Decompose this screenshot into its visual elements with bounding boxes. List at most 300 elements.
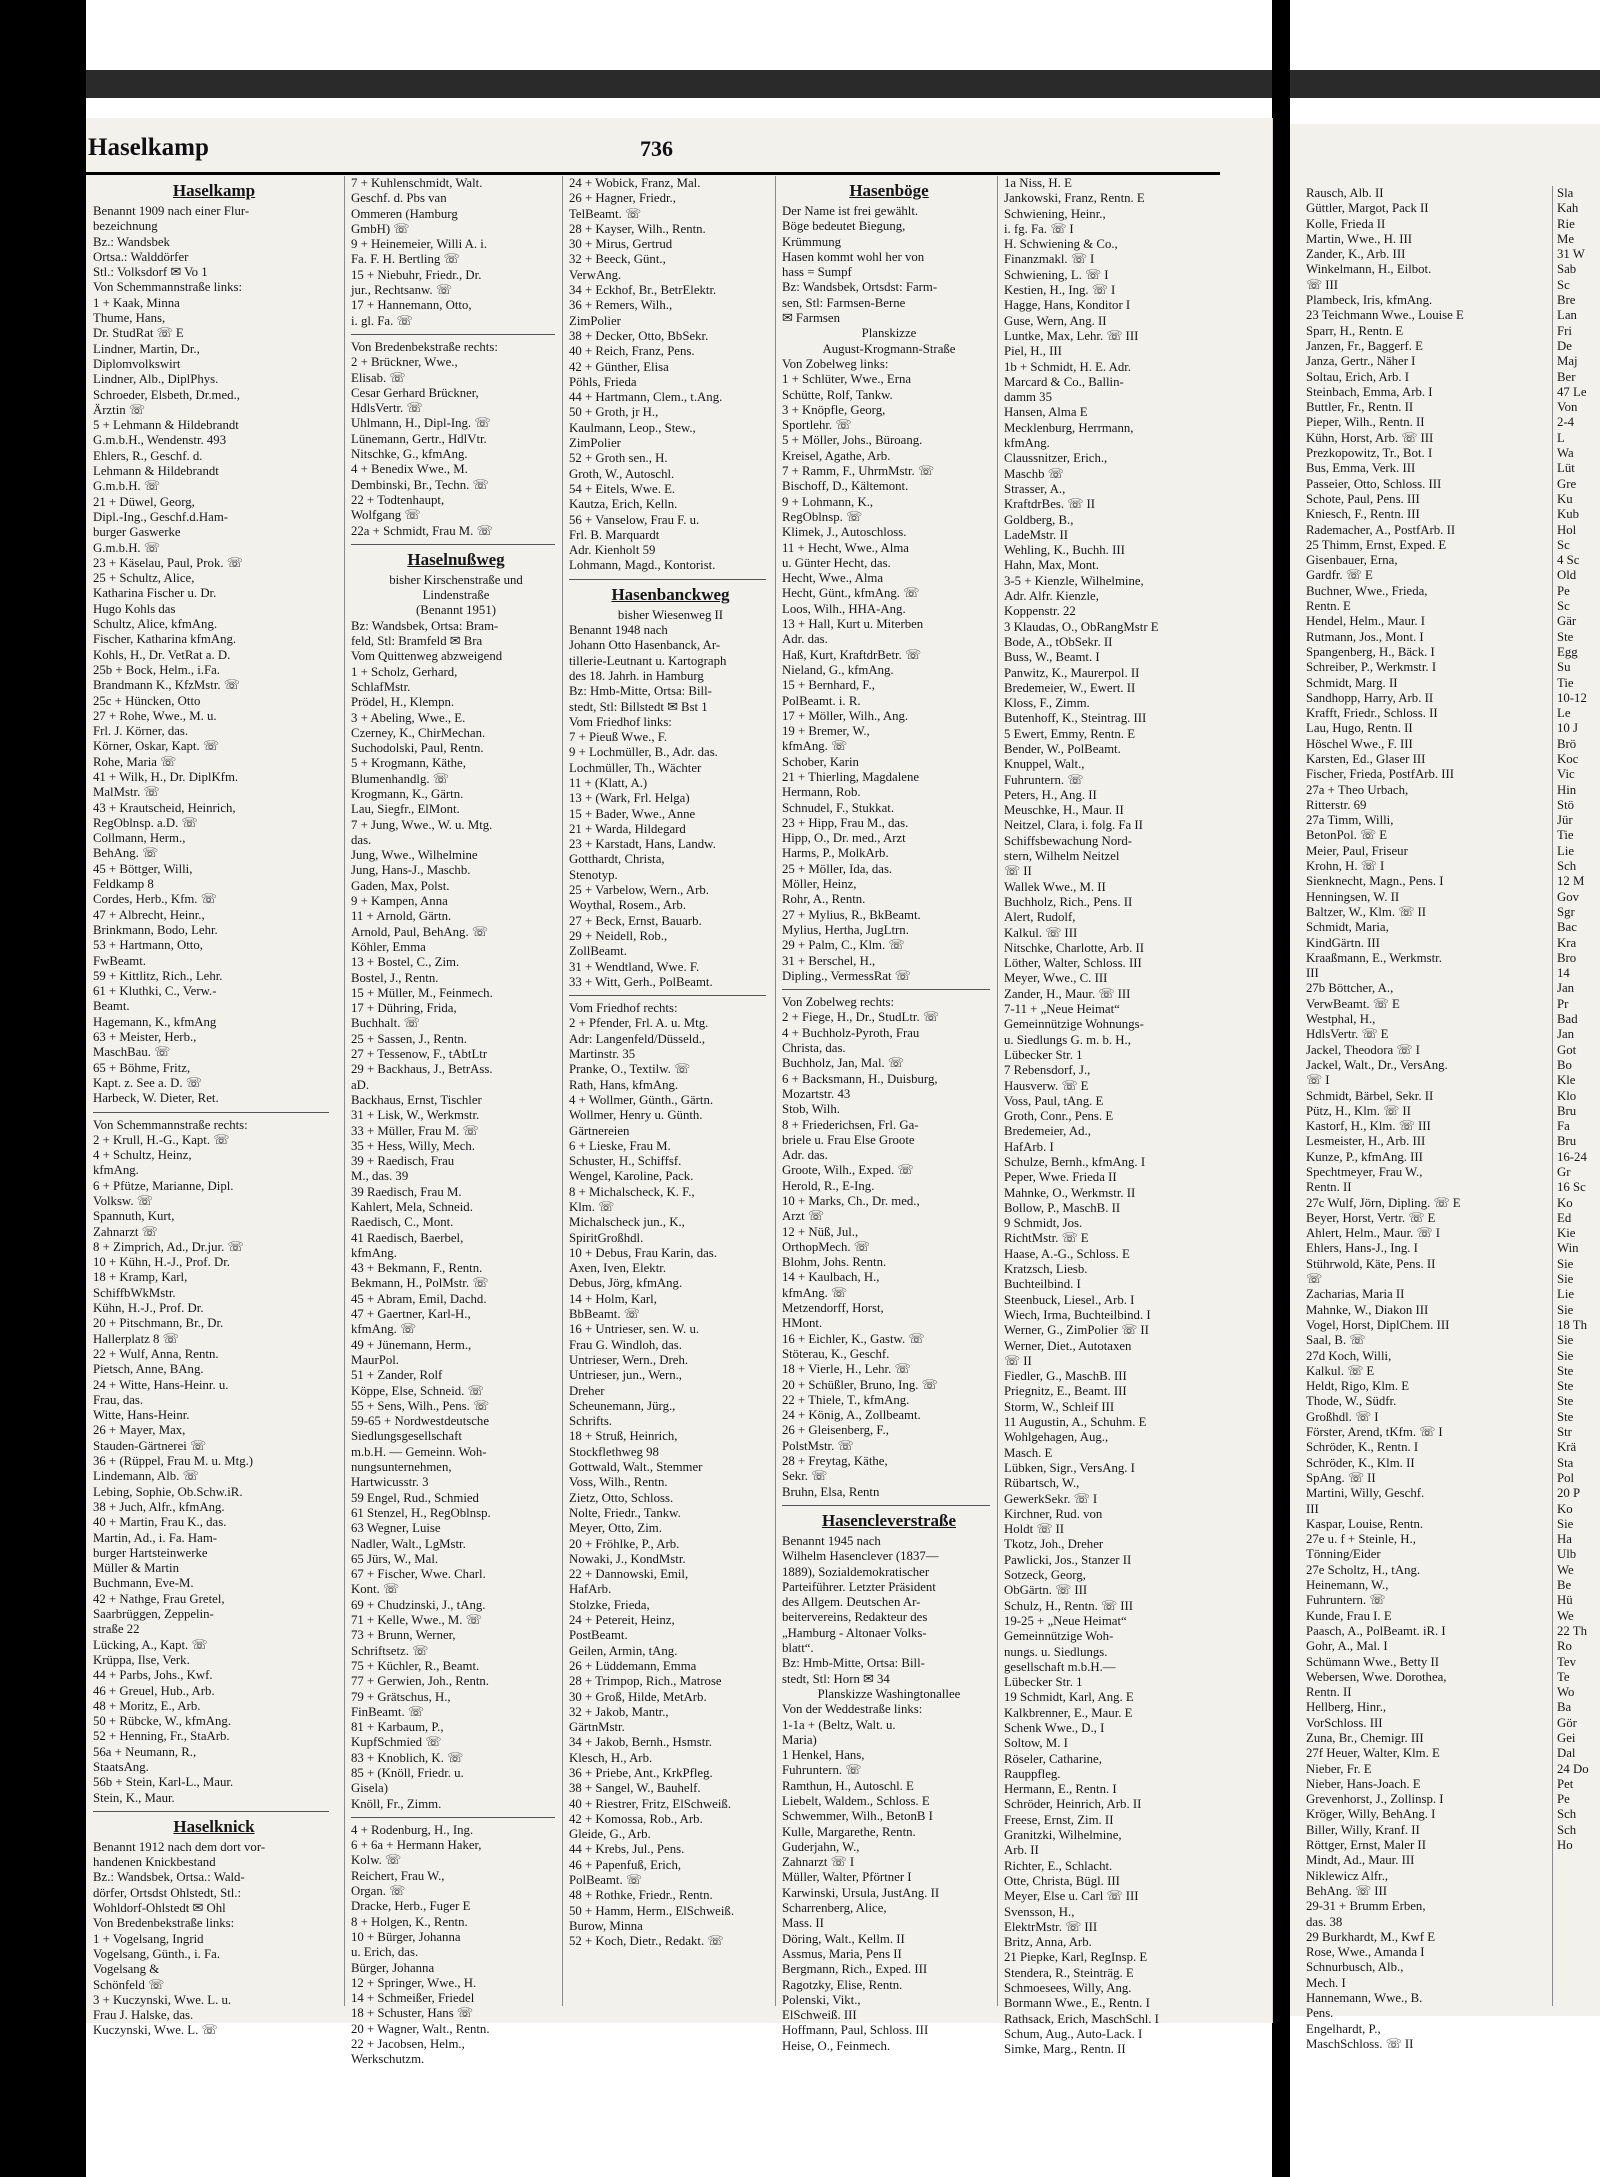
directory-entry-line: nungsunternehmen, bbox=[351, 1460, 452, 1475]
directory-entry-line: Suchodolski, Paul, Rentn. bbox=[351, 741, 484, 756]
directory-entry-line: Stö bbox=[1557, 797, 1575, 812]
directory-entry-line: 6 + 6a + Hermann Haker, bbox=[351, 1838, 482, 1853]
directory-entry-line: Tev bbox=[1557, 1654, 1577, 1669]
directory-entry-line: 38 + Sangel, W., Bauhelf. bbox=[569, 1781, 701, 1796]
directory-entry-line: 27c Wulf, Jörn, Dipling. ☏ E bbox=[1306, 1195, 1461, 1210]
directory-entry-line: 14 + Schmeißer, Friedel bbox=[351, 1991, 475, 2006]
directory-entry-line: Gör bbox=[1557, 1715, 1577, 1730]
directory-entry-line: Kont. ☏ bbox=[351, 1582, 399, 1597]
directory-entry-line: Collmann, Herm., bbox=[93, 831, 186, 846]
directory-entry-line: 65 + Böhme, Fritz, bbox=[93, 1060, 191, 1075]
directory-entry-line: Geschf. d. Pbs van bbox=[351, 191, 447, 206]
directory-entry-line: Lesmeister, H., Arb. III bbox=[1306, 1134, 1426, 1149]
directory-entry-line: Hahn, Max, Mont. bbox=[1004, 558, 1099, 573]
directory-entry-line: Schulz, H., Rentn. ☏ III bbox=[1004, 1598, 1134, 1613]
directory-entry-line: stedt, Stl: Billstedt ✉ Bst 1 bbox=[569, 699, 708, 714]
directory-entry-line: Klesch, H., Arb. bbox=[569, 1750, 653, 1765]
directory-entry-line: gesellschaft m.b.H.— bbox=[1004, 1659, 1116, 1674]
directory-entry-line: Saarbrüggen, Zeppelin- bbox=[93, 1607, 214, 1622]
directory-entry-line: Maria) bbox=[782, 1732, 817, 1747]
directory-entry-line: 25 + Sassen, J., Rentn. bbox=[351, 1031, 467, 1046]
directory-entry-line: Assmus, Maria, Pens II bbox=[782, 1946, 902, 1961]
directory-entry-line: 5 + Möller, Johs., Büroang. bbox=[782, 433, 923, 448]
directory-entry-line: Stöterau, K., Geschf. bbox=[782, 1346, 890, 1361]
directory-entry-line: Dreher bbox=[569, 1383, 605, 1398]
directory-entry-line: 16 + Untrieser, sen. W. u. bbox=[569, 1322, 700, 1337]
directory-entry-line: SchiffbWkMstr. bbox=[93, 1285, 176, 1300]
directory-entry-line: Wengel, Karoline, Pack. bbox=[569, 1169, 694, 1184]
directory-entry-line: 52 + Henning, Fr., StaArb. bbox=[93, 1729, 230, 1744]
directory-entry-line: Nadler, Walt., LgMstr. bbox=[351, 1536, 466, 1551]
directory-entry-line: Frau J. Halske, das. bbox=[93, 2008, 194, 2023]
directory-entry-line: Bru bbox=[1557, 1103, 1577, 1118]
directory-entry-line: Stockflethweg 98 bbox=[569, 1444, 659, 1459]
directory-entry-line: 22 + Wulf, Anna, Rentn. bbox=[93, 1346, 219, 1361]
directory-entry-line: stern, Wilhelm Neitzel bbox=[1004, 849, 1120, 864]
directory-entry-line: 15 + Bernhard, F., bbox=[782, 678, 875, 693]
directory-entry-line: Bz.: Wandsbek, Ortsa.: Wald- bbox=[93, 1870, 245, 1885]
directory-entry-line: ✉ Farmsen bbox=[782, 311, 840, 326]
directory-entry-line: Köppe, Else, Schneid. ☏ bbox=[351, 1383, 484, 1398]
directory-entry-line: Pens. bbox=[1306, 2006, 1334, 2021]
directory-entry-line: Burow, Minna bbox=[569, 1918, 643, 1933]
directory-entry-line: GewerkSekr. ☏ I bbox=[1004, 1491, 1098, 1506]
directory-entry-line: Buchteilbind. I bbox=[1004, 1277, 1081, 1292]
directory-entry-line: GärtnMstr. bbox=[569, 1720, 625, 1735]
directory-entry-line: Wolfgang ☏ bbox=[351, 508, 421, 523]
directory-entry-line: 47 + Albrecht, Heinr., bbox=[93, 907, 205, 922]
directory-entry-line: Meuschke, H., Maur. II bbox=[1004, 803, 1124, 818]
directory-entry-line: 71 + Kelle, Wwe., M. ☏ bbox=[351, 1613, 482, 1628]
directory-entry-line: Storm, W., Schleif III bbox=[1004, 1399, 1115, 1414]
directory-entry-line: Blohm, Johs. Rentn. bbox=[782, 1255, 887, 1270]
directory-entry-line: Hellberg, Hinr., bbox=[1306, 1700, 1387, 1715]
directory-entry-line: Kohls, H., Dr. VetRat a. D. bbox=[93, 647, 231, 662]
directory-entry-line: Untrieser, jun., Wern., bbox=[569, 1368, 683, 1383]
directory-entry-line: Von der Weddestraße links: bbox=[782, 1702, 923, 1717]
directory-entry-line: 1889), Sozialdemokratischer bbox=[782, 1564, 930, 1579]
directory-entry-line: Lübecker Str. 1 bbox=[1004, 1675, 1083, 1690]
directory-entry-line: 44 + Hartmann, Clem., t.Ang. bbox=[569, 390, 723, 405]
directory-entry-line: Sandhopp, Harry, Arb. II bbox=[1306, 690, 1434, 705]
directory-entry-line: Von Bredenbekstraße links: bbox=[93, 1916, 235, 1931]
directory-entry-line: Fri bbox=[1557, 323, 1572, 338]
directory-entry-line: Bru bbox=[1557, 1134, 1577, 1149]
directory-entry-line: Bz.: Wandsbek bbox=[93, 234, 170, 249]
directory-entry-line: burger Hartsteinwerke bbox=[93, 1545, 208, 1560]
directory-entry-line: Haß, Kurt, KraftdrBetr. ☏ bbox=[782, 647, 921, 662]
directory-entry-line: ☏ III bbox=[1306, 277, 1338, 292]
directory-entry-line: Hendel, Helm., Maur. I bbox=[1306, 614, 1426, 629]
directory-entry-line: Schümann Wwe., Betty II bbox=[1306, 1654, 1440, 1669]
directory-entry-line: Peters, H., Ang. II bbox=[1004, 787, 1097, 802]
directory-entry-line: Marcard & Co., Ballin- bbox=[1004, 374, 1124, 389]
facing-page-column-1 bbox=[1306, 186, 1542, 2051]
directory-entry-line: Vom Quittenweg abzweigend bbox=[351, 649, 503, 664]
directory-entry-line: Bormann Wwe., E., Rentn. I bbox=[1004, 1996, 1150, 2011]
directory-entry-line: Rentn. II bbox=[1306, 1180, 1352, 1195]
directory-entry-line: ElektrMstr. ☏ III bbox=[1004, 1919, 1098, 1934]
directory-entry-line: Koppenstr. 22 bbox=[1004, 604, 1076, 619]
directory-entry-line: Buchholz, Jan, Mal. ☏ bbox=[782, 1056, 904, 1071]
directory-entry-line: Fischer, Katharina kfmAng. bbox=[93, 632, 237, 647]
directory-entry-line: Kirchner, Rud. von bbox=[1004, 1506, 1103, 1521]
directory-entry-line: Vogelsang, Günth., i. Fa. bbox=[93, 1946, 221, 1961]
street-heading: Hasencleverstraße bbox=[821, 1510, 957, 1530]
directory-entry-line: Ulb bbox=[1557, 1547, 1577, 1562]
directory-entry-line: 25b + Bock, Helm., i.Fa. bbox=[93, 662, 221, 677]
directory-entry-line: u. Siedlungs G. m. b. H., bbox=[1004, 1032, 1131, 1047]
directory-entry-line: 18 + Vierle, H., Lehr. ☏ bbox=[782, 1362, 911, 1377]
directory-entry-line: Klimek, J., Autoschloss. bbox=[782, 525, 907, 540]
directory-entry-line: Bode, A., tObSekr. II bbox=[1004, 634, 1113, 649]
directory-entry-line: Bischoff, D., Kältemont. bbox=[782, 479, 909, 494]
directory-entry-line: Adr. das. bbox=[782, 1148, 828, 1163]
directory-entry-line: Strasser, A., bbox=[1004, 481, 1066, 496]
directory-entry-line: Meyer, Wwe., C. III bbox=[1004, 971, 1108, 986]
directory-entry-line: Gisenbauer, Erna, bbox=[1306, 553, 1398, 568]
directory-entry-line: Raedisch, C., Mont. bbox=[351, 1215, 454, 1230]
directory-entry-line: Jung, Wwe., Wilhelmine bbox=[351, 848, 478, 863]
directory-entry-line: Wohlgehagen, Aug., bbox=[1004, 1430, 1109, 1445]
directory-entry-line: Vogelsang & bbox=[93, 1962, 160, 1977]
directory-entry-line: Döring, Walt., Kellm. II bbox=[782, 1931, 905, 1946]
directory-entry-line: 22 + Todtenhaupt, bbox=[351, 492, 445, 507]
directory-entry-line: 59 Engel, Rud., Schmied bbox=[351, 1490, 479, 1505]
directory-entry-line: Fa. F. H. Bertling ☏ bbox=[351, 252, 460, 267]
book-gutter bbox=[1272, 0, 1290, 2177]
directory-entry-line: Müller, Walter, Pförtner I bbox=[782, 1870, 912, 1885]
directory-entry-line: Köhler, Emma bbox=[351, 939, 426, 954]
directory-entry-line: KindGärtn. III bbox=[1306, 935, 1380, 950]
directory-entry-line: Schober, Karin bbox=[782, 754, 859, 769]
directory-entry-line: 27a Timm, Willi, bbox=[1306, 813, 1394, 828]
directory-entry-line: 7 Rebensdorf, J., bbox=[1004, 1063, 1091, 1078]
directory-entry-line: Rademacher, A., PostfArb. II bbox=[1306, 522, 1456, 537]
directory-entry-line: Buttler, Fr., Rentn. II bbox=[1306, 400, 1414, 415]
directory-entry-line: Fuhruntern. ☏ bbox=[1306, 1593, 1386, 1608]
directory-entry-line: Martin, Ad., i. Fa. Ham- bbox=[93, 1530, 218, 1545]
directory-entry-line: 24 + Witte, Hans-Heinr. u. bbox=[93, 1377, 229, 1392]
directory-entry-line: Ha bbox=[1557, 1532, 1572, 1547]
directory-entry-line: Butenhoff, K., Steintrag. III bbox=[1004, 711, 1147, 726]
directory-entry-line: Steinbach, Emma, Arb. I bbox=[1306, 384, 1433, 399]
directory-entry-line: Kröger, Willy, BehAng. I bbox=[1306, 1807, 1436, 1822]
directory-entry-line: 36 + (Rüppel, Frau M. u. Mtg.) bbox=[93, 1454, 254, 1469]
directory-entry-line: De bbox=[1557, 338, 1572, 353]
directory-entry-line: Schum, Aug., Auto-Lack. I bbox=[1004, 2026, 1143, 2041]
directory-entry-line: Schönfeld ☏ bbox=[93, 1977, 165, 1992]
directory-entry-line: Bac bbox=[1557, 920, 1577, 935]
directory-entry-line: 22 + Dannowski, Emil, bbox=[569, 1567, 689, 1582]
directory-entry-line: 19 Schmidt, Karl, Ang. E bbox=[1004, 1690, 1134, 1705]
directory-entry-line: Arb. II bbox=[1004, 1843, 1039, 1858]
directory-entry-line: 1 + Scholz, Gerhard, bbox=[351, 664, 458, 679]
directory-entry-line: Rentn. E bbox=[1306, 599, 1351, 614]
directory-entry-line: i. gl. Fa. ☏ bbox=[351, 313, 413, 328]
directory-entry-line: Krafft, Friedr., Schloss. II bbox=[1306, 706, 1438, 721]
directory-entry-line: 42 + Nathge, Frau Gretel, bbox=[93, 1591, 225, 1606]
directory-entry-line: Krümmung bbox=[782, 234, 842, 249]
directory-entry-line: BbBeamt. ☏ bbox=[569, 1307, 640, 1322]
directory-entry-line: Thume, Hans, bbox=[93, 311, 166, 326]
directory-entry-line: 6 + Pfütze, Marianne, Dipl. bbox=[93, 1178, 234, 1193]
directory-entry-line: Fuhruntern. ☏ bbox=[1004, 772, 1084, 787]
directory-entry-line: Schuster, H., Schiffsf. bbox=[569, 1154, 682, 1169]
directory-entry-line: Sportlehr. ☏ bbox=[782, 418, 852, 433]
directory-entry-line: Rausch, Alb. II bbox=[1306, 186, 1384, 200]
directory-entry-line: 27b Böttcher, A., bbox=[1306, 981, 1394, 996]
directory-entry-line: Claussnitzer, Erich., bbox=[1004, 451, 1108, 466]
directory-entry-line: Schwiening, Heinr., bbox=[1004, 206, 1106, 221]
directory-entry-line: 49 + Jünemann, Herm., bbox=[351, 1337, 472, 1352]
directory-entry-line: Kaspar, Louise, Rentn. bbox=[1306, 1516, 1424, 1531]
directory-entry-line: Volksw. ☏ bbox=[93, 1194, 153, 1208]
directory-entry-line: Kolw. ☏ bbox=[351, 1853, 402, 1868]
directory-entry-line: Jung, Hans-J., Maschb. bbox=[351, 863, 471, 878]
directory-entry-line: 54 + Eitels, Wwe. E. bbox=[569, 481, 676, 496]
directory-entry-line: G.m.b.H., Wendenstr. 493 bbox=[93, 433, 227, 448]
directory-entry-line: 31 + Wendtland, Wwe. F. bbox=[569, 959, 700, 974]
directory-entry-line: ☏ bbox=[1306, 1272, 1323, 1287]
directory-entry-line: 10 + Bürger, Johanna bbox=[351, 1929, 461, 1944]
directory-entry-line: Hugo Kohls das bbox=[93, 601, 176, 616]
directory-entry-line: Arzt ☏ bbox=[782, 1209, 824, 1224]
directory-entry-line: Mylius, Hertha, JugLtrn. bbox=[782, 922, 909, 937]
directory-entry-line: Alert, Rudolf, bbox=[1004, 910, 1076, 925]
directory-entry-line: Janzen, Fr., Baggerf. E bbox=[1306, 338, 1423, 353]
directory-entry-line: Otte, Christa, Bügl. III bbox=[1004, 1873, 1120, 1888]
directory-entry-line: 73 + Brunn, Werner, bbox=[351, 1628, 456, 1643]
directory-entry-line: 81 + Karbaum, P., bbox=[351, 1720, 444, 1735]
directory-entry-line: Richter, E., Schlacht. bbox=[1004, 1858, 1113, 1873]
directory-entry-line: Kastorf, H., Klm. ☏ III bbox=[1306, 1119, 1431, 1134]
directory-entry-line: 9 + Lohmann, K., bbox=[782, 494, 874, 509]
directory-entry-line: Von Zobelweg links: bbox=[782, 356, 889, 371]
directory-entry-line: 40 + Martin, Frau K., das. bbox=[93, 1515, 227, 1530]
directory-entry-line: Ba bbox=[1557, 1700, 1572, 1715]
directory-entry-line: Gleide, G., Arb. bbox=[569, 1827, 651, 1842]
directory-entry-line: Sta bbox=[1557, 1455, 1574, 1470]
directory-entry-line: 63 + Meister, Herb., bbox=[93, 1030, 197, 1045]
directory-entry-line: Jackel, Walt., Dr., VersAng. bbox=[1306, 1057, 1448, 1072]
directory-entry-line: Jankowski, Franz, Rentn. E bbox=[1004, 191, 1145, 206]
directory-entry-line: Haase, A.-G., Schloss. E bbox=[1004, 1246, 1130, 1261]
directory-entry-line: Lübecker Str. 1 bbox=[1004, 1047, 1083, 1062]
directory-entry-line: Kühn, H.-J., Prof. Dr. bbox=[93, 1301, 204, 1316]
directory-entry-line: Bergmann, Rich., Exped. III bbox=[782, 1962, 928, 1977]
directory-entry-line: Müller & Martin bbox=[93, 1561, 180, 1576]
directory-entry-line: briele u. Frau Else Groote bbox=[782, 1132, 915, 1147]
directory-entry-line: Tie bbox=[1557, 828, 1574, 843]
directory-entry-line: 3 Klaudas, O., ObRangMstr E bbox=[1004, 619, 1159, 634]
directory-entry-line: Lochmüller, Th., Wächter bbox=[569, 760, 702, 775]
directory-entry-line: Cordes, Herb., Kfm. ☏ bbox=[93, 892, 217, 907]
directory-entry-line: Pietsch, Anne, BAng. bbox=[93, 1362, 204, 1377]
directory-entry-line: Gaden, Max, Polst. bbox=[351, 878, 450, 893]
directory-entry-line: Ste bbox=[1557, 1363, 1574, 1378]
directory-entry-line: Pranke, O., Textilw. ☏ bbox=[569, 1062, 691, 1077]
directory-entry-line: Sgr bbox=[1557, 904, 1575, 919]
directory-entry-line: 10 + Marks, Ch., Dr. med., bbox=[782, 1194, 920, 1208]
directory-entry-line: Dracke, Herb., Fuger E bbox=[351, 1899, 471, 1914]
directory-entry-line: Knöll, Fr., Zimm. bbox=[351, 1796, 442, 1811]
directory-entry-line: 4 + Schultz, Heinz, bbox=[93, 1148, 192, 1163]
directory-entry-line: Mass. II bbox=[782, 1916, 824, 1931]
directory-entry-line: Sparr, H., Rentn. E bbox=[1306, 323, 1404, 338]
directory-entry-line: Hagemann, K., kfmAng bbox=[93, 1014, 217, 1029]
directory-entry-line: Frl. J. Körner, das. bbox=[93, 724, 189, 739]
scan-left-margin bbox=[0, 0, 86, 2177]
directory-entry-line: Sie bbox=[1557, 1272, 1574, 1287]
directory-entry-line: Mahnke, O., Werkmstr. II bbox=[1004, 1185, 1136, 1200]
directory-entry-line: 50 + Groth, jr H., bbox=[569, 405, 659, 420]
directory-entry-line: PostBeamt. bbox=[569, 1628, 628, 1643]
directory-entry-line: 50 + Hamm, Herm., ElSchweiß. bbox=[569, 1903, 735, 1918]
directory-entry-line: Kle bbox=[1557, 1073, 1576, 1088]
directory-entry-line: Körner, Oskar, Kapt. ☏ bbox=[93, 739, 219, 754]
directory-entry-line: 47 + Gaertner, Karl-H., bbox=[351, 1307, 471, 1322]
directory-entry-line: Holdt ☏ II bbox=[1004, 1522, 1065, 1537]
directory-entry-line: Prezkopowitz, Tr., Bot. I bbox=[1306, 446, 1433, 461]
directory-entry-line: 61 + Kluthki, C., Verw.- bbox=[93, 984, 217, 999]
directory-entry-line: Ste bbox=[1557, 1394, 1574, 1409]
section-divider bbox=[782, 1505, 990, 1506]
directory-entry-line: Wo bbox=[1557, 1685, 1575, 1700]
directory-entry-line: KupfSchmied ☏ bbox=[351, 1735, 442, 1750]
directory-entry-line: Bo bbox=[1557, 1057, 1572, 1072]
directory-entry-line: Werner, Diet., Autotaxen bbox=[1004, 1338, 1132, 1353]
directory-entry-line: Brandmann K., KfzMstr. ☏ bbox=[93, 678, 240, 693]
directory-entry-line: „Hamburg - Altonaer Volks- bbox=[782, 1625, 927, 1640]
directory-entry-line: 45 + Böttger, Willi, bbox=[93, 861, 193, 876]
directory-entry-line: Bostel, J., Rentn. bbox=[351, 970, 439, 985]
directory-entry-line: Passeier, Otto, Schloss. III bbox=[1306, 476, 1442, 491]
directory-entry-line: MaschBau. ☏ bbox=[93, 1045, 171, 1060]
directory-entry-line: Granitzki, Wilhelmine, bbox=[1004, 1828, 1122, 1843]
directory-entry-line: Wollmer, Henry u. Günth. bbox=[569, 1108, 703, 1123]
directory-entry-line: Britz, Anna, Arb. bbox=[1004, 1935, 1092, 1950]
street-heading: Haselknick bbox=[173, 1816, 255, 1836]
directory-entry-line: kfmAng. ☏ bbox=[782, 739, 848, 754]
directory-entry-line: Tie bbox=[1557, 675, 1574, 690]
directory-entry-line: Fiedler, G., MaschB. III bbox=[1004, 1369, 1127, 1384]
directory-entry-line: ObGärtn. ☏ III bbox=[1004, 1583, 1088, 1598]
directory-entry-line: 20 + Wagner, Walt., Rentn. bbox=[351, 2021, 490, 2036]
directory-entry-line: Rose, Wwe., Amanda I bbox=[1306, 1945, 1425, 1960]
directory-entry-line: Bruhn, Elsa, Rentn bbox=[782, 1484, 880, 1499]
directory-entry-line: Nieland, G., kfmAng. bbox=[782, 662, 894, 677]
directory-entry-line: Schnudel, F., Stukkat. bbox=[782, 800, 895, 815]
directory-entry-line: Zander, K., Arb. III bbox=[1306, 247, 1406, 262]
directory-entry-line: 27 + Tessenow, F., tAbtLtr bbox=[351, 1047, 488, 1062]
directory-entry-line: Metzendorff, Horst, bbox=[782, 1301, 884, 1316]
directory-entry-line: 48 + Moritz, E., Arb. bbox=[93, 1698, 201, 1713]
directory-entry-line: Kühn, Horst, Arb. ☏ III bbox=[1306, 430, 1434, 445]
directory-entry-line: Kunze, P., kfmAng. III bbox=[1306, 1149, 1423, 1164]
directory-entry-line: 20 + Pitschmann, Br., Dr. bbox=[93, 1316, 224, 1331]
directory-entry-line: 30 + Groß, Hilde, MetArb. bbox=[569, 1689, 707, 1704]
directory-entry-line: Großhdl. ☏ I bbox=[1306, 1409, 1379, 1424]
directory-entry-line: Hoffmann, Paul, Schloss. III bbox=[782, 2023, 929, 2038]
directory-entry-line: 36 + Priebe, Ant., KrkPfleg. bbox=[569, 1765, 713, 1780]
directory-entry-line: 13 + (Wark, Frl. Helga) bbox=[569, 791, 690, 806]
column-2 bbox=[344, 176, 561, 2067]
directory-entry-line: 23 + Käselau, Paul, Prok. ☏ bbox=[93, 555, 243, 570]
directory-entry-line: Gotthardt, Christa, bbox=[569, 852, 665, 867]
directory-entry-line: Piel, H., III bbox=[1004, 344, 1062, 359]
directory-entry-line: 30 + Mirus, Gertrud bbox=[569, 237, 673, 252]
directory-entry-line: Röseler, Catharine, bbox=[1004, 1751, 1102, 1766]
directory-entry-line: SpiritGroßhdl. bbox=[569, 1230, 644, 1245]
directory-entry-line: aD. bbox=[351, 1077, 370, 1092]
directory-entry-line: Krogmann, K., Gärtn. bbox=[351, 786, 464, 801]
directory-entry-line: Bre bbox=[1557, 293, 1576, 308]
directory-entry-line: Von Bredenbekstraße rechts: bbox=[351, 339, 498, 354]
directory-entry-line: kfmAng. ☏ bbox=[351, 1322, 417, 1337]
directory-entry-line: 38 + Juch, Alfr., kfmAng. bbox=[93, 1499, 225, 1514]
directory-entry-line: 4 + Benedix Wwe., M. bbox=[351, 462, 468, 477]
directory-entry-line: 4 Sc bbox=[1557, 553, 1580, 568]
directory-entry-line: 48 + Rothke, Friedr., Rentn. bbox=[569, 1888, 713, 1903]
directory-entry-line: Stendera, R., Steinträg. E bbox=[1004, 1965, 1134, 1980]
directory-entry-line: III bbox=[1306, 966, 1319, 981]
directory-entry-line: 51 + Zander, Rolf bbox=[351, 1368, 443, 1383]
directory-entry-line: 19 + Bremer, W., bbox=[782, 724, 870, 739]
directory-entry-line: ☏ I bbox=[1306, 1073, 1330, 1088]
directory-entry-line: 42 + Günther, Elisa bbox=[569, 359, 669, 374]
directory-entry-line: Ko bbox=[1557, 1501, 1573, 1516]
directory-entry-line: 14 + Holm, Karl, bbox=[569, 1291, 657, 1306]
directory-entry-line: Schröder, K., Rentn. I bbox=[1306, 1440, 1419, 1455]
directory-entry-line: Paasch, A., PolBeamt. iR. I bbox=[1306, 1623, 1446, 1638]
directory-entry-line: 28 + Trimpop, Rich., Matrose bbox=[569, 1674, 722, 1689]
directory-entry-line: Beyer, Horst, Vertr. ☏ E bbox=[1306, 1210, 1436, 1225]
directory-entry-line: Nitschke, G., kfmAng. bbox=[351, 447, 468, 462]
directory-entry-line: Sie bbox=[1557, 1333, 1574, 1348]
directory-entry-line: 8 + Michalscheck, K. F., bbox=[569, 1184, 695, 1199]
directory-entry-line: 3 + Kuczynski, Wwe. L. u. bbox=[93, 1992, 232, 2007]
directory-entry-line: 25 + Möller, Ida, das. bbox=[782, 861, 893, 876]
directory-entry-line: 85 + (Knöll, Friedr. u. bbox=[351, 1765, 464, 1780]
directory-entry-line: Wiech, Irma, Buchteilbind. I bbox=[1004, 1307, 1151, 1322]
directory-entry-line: 4 + Buchholz-Pyroth, Frau bbox=[782, 1025, 920, 1040]
directory-entry-line: 13 + Bostel, C., Zim. bbox=[351, 955, 460, 970]
directory-entry-line: Bz: Wandsbek, Ortsdst: Farm- bbox=[782, 280, 938, 295]
directory-entry-line: GmbH) ☏ bbox=[351, 221, 410, 236]
directory-entry-line: Zahnarzt ☏ I bbox=[782, 1855, 855, 1870]
facing-page bbox=[1290, 124, 1600, 2051]
directory-entry-line: Ritterstr. 69 bbox=[1306, 797, 1367, 812]
directory-entry-line: 34 + Jakob, Bernh., Hsmstr. bbox=[569, 1735, 713, 1750]
section-divider bbox=[782, 989, 990, 990]
directory-entry-line: straße 22 bbox=[93, 1622, 140, 1637]
directory-entry-line: 44 + Parbs, Johs., Kwf. bbox=[93, 1668, 213, 1683]
directory-entry-line: 29 + Palm, C., Klm. ☏ bbox=[782, 938, 905, 953]
directory-entry-line: 1 + Kaak, Minna bbox=[93, 295, 180, 310]
directory-entry-line: Steenbuck, Liesel., Arb. I bbox=[1004, 1292, 1135, 1307]
directory-entry-line: Bz: Hmb-Mitte, Ortsa: Bill- bbox=[782, 1656, 925, 1671]
directory-entry-line: 63 Wegner, Luise bbox=[351, 1521, 441, 1536]
directory-entry-line: Sotzeck, Georg, bbox=[1004, 1568, 1086, 1583]
directory-entry-line: Karsten, Ed., Glaser III bbox=[1306, 751, 1426, 766]
directory-entry-line: 59 + Kittlitz, Rich., Lehr. bbox=[93, 968, 223, 983]
directory-entry-line: Biller, Willy, Kranf. II bbox=[1306, 1822, 1420, 1837]
directory-entry-line: 1b + Schmidt, H. E. Adr. bbox=[1004, 359, 1132, 374]
directory-entry-line: Hartwicusstr. 3 bbox=[351, 1475, 429, 1490]
directory-entry-line: Kra bbox=[1557, 935, 1577, 950]
directory-entry-line: Groth, W., Autoschl. bbox=[569, 466, 675, 481]
